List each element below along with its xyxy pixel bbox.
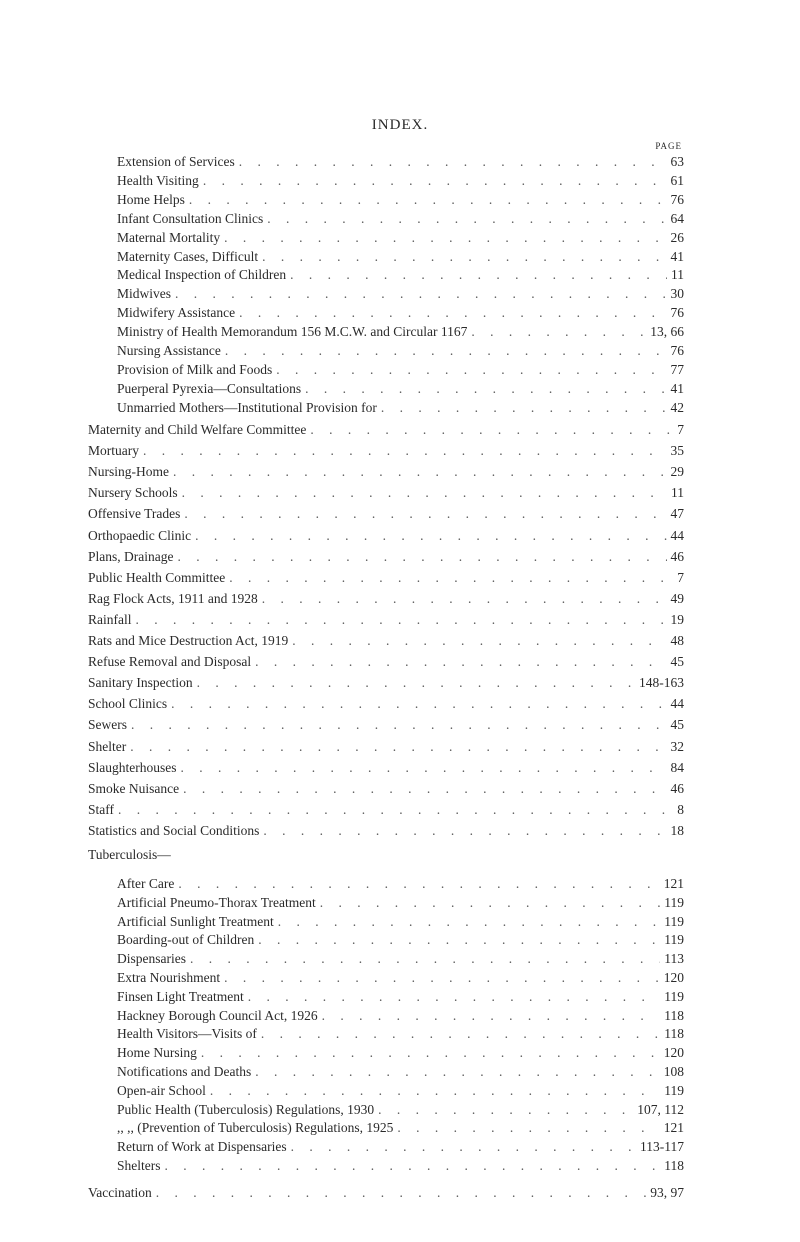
entry-label: After Care xyxy=(117,876,175,891)
dot-leader xyxy=(165,1158,661,1174)
vaccination-entry xyxy=(88,1185,684,1201)
index-entry xyxy=(88,612,684,628)
tuberculosis-subentry xyxy=(117,1064,684,1080)
entry-label: Rainfall xyxy=(88,611,132,627)
entry-page-number: 44 xyxy=(670,527,684,543)
entry-label: Slaughterhouses xyxy=(88,759,177,775)
entry-page-number: 84 xyxy=(670,759,684,775)
dot-leader xyxy=(278,914,661,930)
entry-label: Home Helps xyxy=(117,191,185,207)
index-entry xyxy=(88,591,684,607)
dot-leader xyxy=(177,549,666,565)
dot-leader xyxy=(322,1008,661,1024)
dot-leader xyxy=(173,464,667,480)
entry-label: ,, ,, (Prevention of Tuberculosis) Regulations, 1925 xyxy=(117,1120,394,1136)
dot-leader xyxy=(262,249,666,265)
dot-leader xyxy=(471,324,646,340)
index-entry xyxy=(88,696,684,712)
entry-label: Refuse Removal and Disposal xyxy=(88,654,252,670)
maternity-subentry xyxy=(117,230,684,246)
entry-label: Notifications and Deaths xyxy=(117,1064,252,1079)
entry-page-number: 7 xyxy=(677,569,684,585)
entry-label: Sanitary Inspection xyxy=(88,675,193,691)
tuberculosis-subentry xyxy=(117,932,684,948)
entry-label: Offensive Trades xyxy=(88,506,181,522)
maternity-subentry xyxy=(117,286,684,302)
dot-leader xyxy=(136,612,667,628)
maternity-subentry xyxy=(117,173,684,189)
dot-leader xyxy=(203,173,667,189)
maternity-subentry xyxy=(117,324,684,340)
entry-page-number: 118 xyxy=(664,1158,684,1173)
entry-page-number: 61 xyxy=(670,172,684,188)
entry-page-number: 18 xyxy=(670,822,684,838)
maternity-subentry xyxy=(117,381,684,397)
index-entry xyxy=(88,675,684,691)
dot-leader xyxy=(262,591,667,607)
entry-page-number: 47 xyxy=(670,506,684,522)
dot-leader xyxy=(239,305,666,321)
entry-label: Rats and Mice Destruction Act, 1919 xyxy=(88,633,289,648)
entry-label: Nursery Schools xyxy=(88,485,178,501)
dot-leader xyxy=(397,1120,659,1136)
entry-label: Maternity and Child Welfare Committee xyxy=(88,422,307,437)
dot-leader xyxy=(305,381,666,397)
entry-page-number: 30 xyxy=(670,286,684,302)
maternity-subentry xyxy=(117,362,684,378)
entry-label: Shelters xyxy=(117,1158,161,1173)
entry-page-number: 107, 112 xyxy=(637,1101,684,1117)
maternity-subentry xyxy=(117,211,684,227)
tuberculosis-heading: Tuberculosis— xyxy=(88,847,171,862)
dot-leader xyxy=(291,1139,636,1155)
dot-leader xyxy=(189,192,667,208)
entry-page-number: 121 xyxy=(663,1120,684,1136)
entry-page-number: 63 xyxy=(670,154,684,169)
index-entry xyxy=(88,654,684,670)
entry-page-number: 26 xyxy=(670,229,684,245)
entry-label: Hackney Borough Council Act, 1926 xyxy=(117,1007,318,1023)
dot-leader xyxy=(156,1185,647,1201)
entry-page-number: 46 xyxy=(670,548,684,564)
entry-page-number: 8 xyxy=(677,801,684,817)
entry-label: Puerperal Pyrexia—Consultations xyxy=(117,380,302,396)
dot-leader xyxy=(255,1064,660,1080)
entry-page-number: 19 xyxy=(670,611,684,627)
entry-label: Health Visitors—Visits of xyxy=(117,1026,257,1042)
dot-leader xyxy=(248,989,660,1005)
maternity-subentry xyxy=(117,400,684,416)
entry-label: Vaccination xyxy=(88,1185,152,1200)
dot-leader xyxy=(184,506,666,522)
entry-label: Statistics and Social Conditions xyxy=(88,822,260,838)
entry-label: Infant Consultation Clinics xyxy=(117,210,264,226)
entry-label: Extra Nourishment xyxy=(117,970,221,985)
entry-page-number: 45 xyxy=(670,717,684,733)
entry-label: Midwifery Assistance xyxy=(117,305,236,321)
entry-label: Smoke Nuisance xyxy=(88,780,180,796)
entry-label: Extension of Services xyxy=(117,154,235,169)
dot-leader xyxy=(292,633,666,649)
index-entry xyxy=(88,570,684,586)
tuberculosis-subentry xyxy=(117,1120,684,1136)
dot-leader xyxy=(224,230,666,246)
entry-page-number: 42 xyxy=(670,399,684,415)
entry-label: Rag Flock Acts, 1911 and 1928 xyxy=(88,590,258,606)
entry-label: Return of Work at Dispensaries xyxy=(117,1139,287,1155)
index-entry xyxy=(88,760,684,776)
dot-leader xyxy=(118,802,673,818)
tuberculosis-subentry xyxy=(117,989,684,1005)
entry-label: Mortuary xyxy=(88,443,139,459)
entry-page-number: 41 xyxy=(670,380,684,396)
entry-page-number: 41 xyxy=(670,248,684,264)
entry-label: Home Nursing xyxy=(117,1045,197,1061)
tuberculosis-subentry xyxy=(117,1102,684,1118)
entry-label: Ministry of Health Memorandum 156 M.C.W. and Circular 1167 xyxy=(117,324,468,340)
dot-leader xyxy=(210,1083,660,1099)
entry-page-number: 13, 66 xyxy=(650,324,684,340)
dot-leader xyxy=(143,443,667,459)
entry-label: Public Health (Tuberculosis) Regulations, 1930 xyxy=(117,1101,375,1117)
maternity-subentry xyxy=(117,343,684,359)
dot-leader xyxy=(171,696,666,712)
entry-page-number: 118 xyxy=(664,1007,684,1023)
entry-label: School Clinics xyxy=(88,696,168,712)
entry-label: Finsen Light Treatment xyxy=(117,988,244,1004)
index-entry xyxy=(88,443,684,459)
entry-page-number: 76 xyxy=(670,191,684,207)
dot-leader xyxy=(320,895,661,911)
entry-page-number: 121 xyxy=(663,876,684,891)
entry-page-number: 49 xyxy=(670,590,684,606)
entry-page-number: 76 xyxy=(670,305,684,321)
dot-leader xyxy=(290,267,667,283)
maternity-subentry xyxy=(117,249,684,265)
dot-leader xyxy=(225,343,667,359)
tuberculosis-subentry xyxy=(117,1083,684,1099)
index-entry xyxy=(88,633,684,649)
entry-page-number: 118 xyxy=(664,1026,684,1042)
dot-leader xyxy=(378,1102,633,1118)
entry-page-number: 119 xyxy=(664,1082,684,1098)
dot-leader xyxy=(276,362,666,378)
dot-leader xyxy=(267,211,666,227)
entry-label: Midwives xyxy=(117,286,171,302)
tuberculosis-subentry xyxy=(117,895,684,911)
entry-page-number: 77 xyxy=(670,361,684,377)
entry-label: Shelter xyxy=(88,738,127,754)
tuberculosis-subentry xyxy=(117,1045,684,1061)
entry-page-number: 108 xyxy=(663,1064,684,1079)
dot-leader xyxy=(239,154,667,170)
dot-leader xyxy=(201,1045,660,1061)
index-entry xyxy=(88,528,684,544)
entry-page-number: 119 xyxy=(664,913,684,929)
page-column-label: PAGE xyxy=(655,141,682,151)
entry-label: Nursing-Home xyxy=(88,464,169,480)
entry-page-number: 64 xyxy=(670,210,684,226)
entry-page-number: 46 xyxy=(670,780,684,796)
index-entry xyxy=(88,485,684,501)
maternity-subentry xyxy=(117,305,684,321)
entry-page-number: 120 xyxy=(663,970,684,985)
entry-label: Provision of Milk and Foods xyxy=(117,361,273,377)
tuberculosis-subentry xyxy=(117,1158,684,1174)
entry-page-number: 76 xyxy=(670,343,684,358)
dot-leader xyxy=(130,739,666,755)
tuberculosis-subentry xyxy=(117,876,684,892)
entry-page-number: 35 xyxy=(670,443,684,459)
dot-leader xyxy=(197,675,635,691)
entry-page-number: 119 xyxy=(664,988,684,1004)
dot-leader xyxy=(190,951,660,967)
dot-leader xyxy=(310,422,673,438)
tuberculosis-subentry xyxy=(117,1139,684,1155)
index-entry xyxy=(88,464,684,480)
index-title: INDEX. xyxy=(371,117,429,133)
index-entry xyxy=(88,549,684,565)
tuberculosis-subentry xyxy=(117,970,684,986)
dot-leader xyxy=(183,781,666,797)
entry-page-number: 119 xyxy=(664,894,684,910)
entry-label: Maternity Cases, Difficult xyxy=(117,248,259,264)
entry-label: Staff xyxy=(88,801,114,817)
dot-leader xyxy=(181,760,667,776)
entry-label: Plans, Drainage xyxy=(88,548,174,564)
maternity-subentry xyxy=(117,154,684,170)
dot-leader xyxy=(175,286,667,302)
dot-leader xyxy=(229,570,673,586)
maternity-subentry xyxy=(117,267,684,283)
tuberculosis-subentry xyxy=(117,1026,684,1042)
entry-page-number: 11 xyxy=(671,485,684,501)
entry-page-number: 7 xyxy=(677,422,684,437)
tuberculosis-subentry xyxy=(117,914,684,930)
entry-label: Orthopaedic Clinic xyxy=(88,527,192,543)
index-entry xyxy=(88,506,684,522)
entry-page-number: 113 xyxy=(664,951,684,967)
dot-leader xyxy=(131,717,667,733)
dot-leader xyxy=(381,400,667,416)
dot-leader xyxy=(263,823,666,839)
entry-page-number: 44 xyxy=(670,696,684,712)
index-entry xyxy=(88,802,684,818)
tuberculosis-subentry xyxy=(117,951,684,967)
dot-leader xyxy=(195,528,666,544)
entry-label: Nursing Assistance xyxy=(117,343,221,358)
entry-label: Maternal Mortality xyxy=(117,229,221,245)
entry-page-number: 11 xyxy=(671,267,684,283)
entry-page-number: 29 xyxy=(670,464,684,480)
entry-label: Artificial Sunlight Treatment xyxy=(117,913,274,929)
entry-label: Unmarried Mothers—Institutional Provision for xyxy=(117,399,377,415)
dot-leader xyxy=(224,970,660,986)
entry-label: Artificial Pneumo-Thorax Treatment xyxy=(117,894,316,910)
entry-page-number: 32 xyxy=(670,738,684,754)
entry-label: Public Health Committee xyxy=(88,569,226,585)
dot-leader xyxy=(182,485,667,501)
entry-label: Dispensaries xyxy=(117,951,186,967)
entry-label: Boarding-out of Children xyxy=(117,932,255,948)
entry-page-number: 119 xyxy=(664,932,684,948)
entry-label: Medical Inspection of Children xyxy=(117,267,287,283)
entry-page-number: 148-163 xyxy=(639,675,684,691)
dot-leader xyxy=(258,932,660,948)
tuberculosis-subentry xyxy=(117,1008,684,1024)
index-entry xyxy=(88,739,684,755)
index-entry xyxy=(88,717,684,733)
entry-page-number: 48 xyxy=(670,633,684,648)
entry-label: Sewers xyxy=(88,717,127,733)
entry-page-number: 120 xyxy=(663,1045,684,1061)
dot-leader xyxy=(255,654,666,670)
index-entry xyxy=(88,422,684,438)
entry-page-number: 45 xyxy=(670,654,684,670)
entry-page-number: 113-117 xyxy=(640,1139,684,1155)
entry-label: Health Visiting xyxy=(117,172,199,188)
maternity-subentry xyxy=(117,192,684,208)
dot-leader xyxy=(178,876,659,892)
index-entry xyxy=(88,823,684,839)
entry-label: Open-air School xyxy=(117,1082,206,1098)
index-entry xyxy=(88,781,684,797)
dot-leader xyxy=(261,1026,660,1042)
entry-page-number: 93, 97 xyxy=(650,1185,684,1200)
